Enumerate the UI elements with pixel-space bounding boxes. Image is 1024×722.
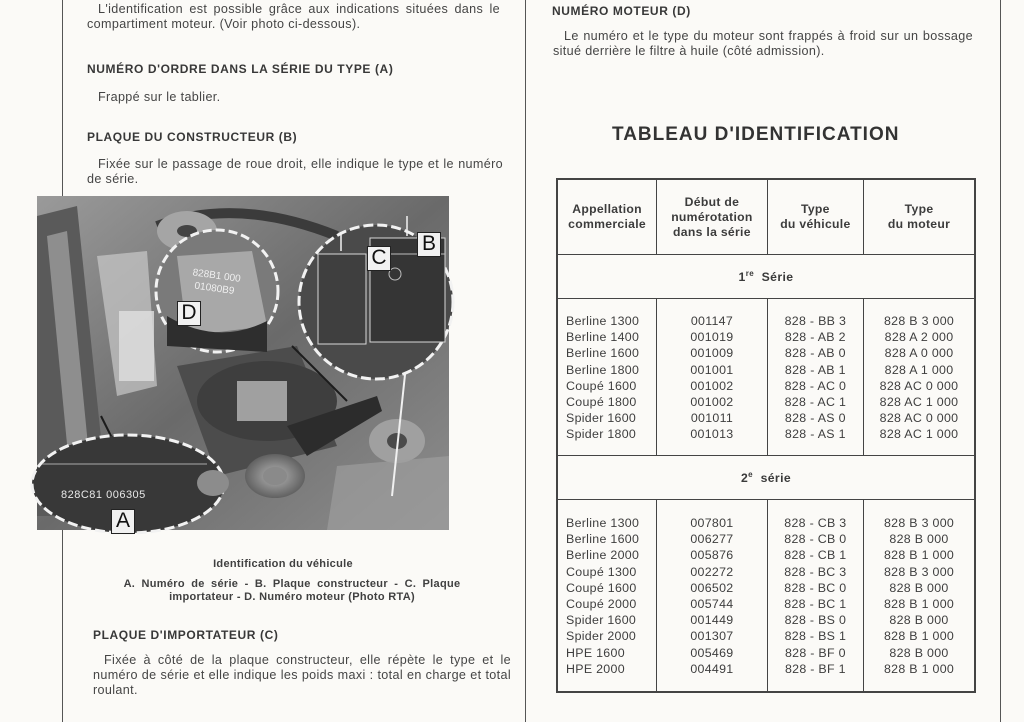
photo-caption-line1: A. Numéro de série - B. Plaque constructeur - C. Plaque — [123, 578, 461, 590]
section-b-text: Fixée sur le passage de roue droit, elle indique le type et le numéro de série. — [87, 157, 503, 186]
table-cell-appellation: Coupé 1600 — [566, 378, 637, 393]
header-appellation: Appellation commerciale — [557, 179, 657, 255]
table-cell-debut: 001011 — [690, 411, 734, 426]
table-cell-appellation: Berline 1600 — [566, 532, 640, 547]
section-b-heading: PLAQUE DU CONSTRUCTEUR (B) — [87, 130, 298, 144]
table-cell-debut: 004491 — [690, 661, 734, 676]
series-2-debut-column — [657, 500, 767, 692]
table-cell-debut: 005744 — [690, 597, 734, 612]
table-cell-type-vehicule: 828 - AB 0 — [784, 346, 846, 361]
stamp-d-line1: 828B1 000 — [191, 267, 242, 285]
photo-label-a: A — [111, 509, 135, 534]
table-cell-appellation: Coupé 1300 — [566, 564, 637, 579]
table-cell-appellation: Berline 1300 — [566, 314, 640, 328]
table-cell-type-moteur: 828 A 1 000 — [884, 362, 954, 377]
right-margin-rule — [1000, 0, 1001, 722]
table-title: TABLEAU D'IDENTIFICATION — [612, 124, 900, 145]
series-1-type-moteur-column — [864, 299, 975, 456]
table-cell-debut: 001001 — [690, 362, 734, 377]
table-cell-type-vehicule: 828 - BS 0 — [784, 613, 847, 628]
section-a-text: Frappé sur le tablier. — [98, 90, 221, 104]
table-cell-debut: 001019 — [690, 330, 734, 345]
section-d-text: Le numéro et le type du moteur sont frappés à froid sur un bossage situé derrière le filtre à huile (côté admission). — [553, 29, 973, 58]
table-cell-type-vehicule: 828 - BC 1 — [784, 597, 847, 612]
table-cell-appellation: Spider 1600 — [566, 411, 637, 426]
table-cell-debut: 002272 — [690, 564, 734, 579]
intro-paragraph: L'identification est possible grâce aux indications situées dans le compartiment moteur. (Voir photo ci-dessous). — [87, 2, 500, 31]
photo-caption-title: Identification du véhicule — [213, 558, 353, 570]
table-cell-type-moteur: 828 AC 0 000 — [879, 411, 959, 426]
table-cell-debut: 001002 — [690, 378, 734, 393]
stamp-a-text: 828C81 006305 — [61, 489, 146, 501]
table-cell-debut: 006277 — [690, 532, 734, 547]
table-cell-type-vehicule: 828 - BC 3 — [784, 564, 847, 579]
table-cell-type-moteur: 828 B 3 000 — [883, 564, 955, 579]
header-debut-numerotation: Début de numérotation dans la série — [657, 179, 767, 255]
section-c-heading: PLAQUE D'IMPORTATEUR (C) — [93, 628, 279, 642]
series-1-data-row — [557, 299, 975, 456]
series-1-appellation-column — [557, 299, 657, 456]
series-2-label: 2e série — [557, 456, 975, 500]
table-cell-appellation: Berline 1300 — [566, 516, 640, 530]
table-cell-debut: 005469 — [690, 645, 734, 660]
table-cell-appellation: Spider 1800 — [566, 427, 637, 442]
section-c-text: Fixée à côté de la plaque constructeur, elle répète le type et le numéro de série et elle indique les poids maxi : total en charge et total roulant. — [93, 653, 511, 697]
identification-table — [556, 178, 976, 693]
table-cell-appellation: Spider 2000 — [566, 629, 637, 644]
photo-label-d: D — [177, 301, 201, 326]
table-cell-debut: 001449 — [690, 613, 734, 628]
series-1-debut-column — [657, 299, 767, 456]
table-cell-type-vehicule: 828 - CB 0 — [784, 532, 847, 547]
table-cell-type-vehicule: 828 - AB 1 — [784, 362, 846, 377]
table-cell-type-moteur: 828 B 1 000 — [883, 548, 955, 563]
series-2-label-row — [557, 456, 975, 500]
table-cell-type-moteur: 828 B 000 — [889, 645, 949, 660]
table-cell-type-vehicule: 828 - BC 0 — [784, 580, 847, 595]
table-cell-type-moteur: 828 AC 1 000 — [879, 427, 959, 442]
table-cell-appellation: Berline 2000 — [566, 548, 640, 563]
engine-bay-photo — [37, 196, 449, 530]
table-cell-debut: 001307 — [690, 629, 734, 644]
table-cell-appellation: Coupé 2000 — [566, 597, 637, 612]
table-cell-type-moteur: 828 B 1 000 — [883, 661, 955, 676]
table-cell-appellation: HPE 2000 — [566, 661, 625, 676]
table-cell-type-moteur: 828 B 3 000 — [883, 314, 955, 328]
table-cell-type-vehicule: 828 - BF 1 — [784, 661, 846, 676]
table-cell-type-moteur: 828 AC 0 000 — [879, 378, 959, 393]
table-cell-type-vehicule: 828 - BS 1 — [784, 629, 847, 644]
table-cell-type-vehicule: 828 - AB 2 — [784, 330, 846, 345]
series-2-type-vehicule-column — [767, 500, 863, 692]
photo-caption-line2: importateur - D. Numéro moteur (Photo RTA) — [169, 591, 415, 603]
table-cell-type-vehicule: 828 - AS 1 — [784, 427, 846, 442]
table-cell-debut: 007801 — [690, 516, 734, 530]
column-divider — [525, 0, 526, 722]
table-cell-appellation: Berline 1800 — [566, 362, 640, 377]
table-cell-type-moteur: 828 B 000 — [889, 580, 949, 595]
table-cell-type-moteur: 828 B 3 000 — [883, 516, 955, 530]
table-cell-debut: 001002 — [690, 395, 734, 410]
photo-label-b: B — [417, 232, 441, 257]
table-cell-appellation: Coupé 1600 — [566, 580, 637, 595]
table-cell-type-vehicule: 828 - AC 0 — [784, 378, 847, 393]
series-2-data-row — [557, 500, 975, 692]
section-a-heading: NUMÉRO D'ORDRE DANS LA SÉRIE DU TYPE (A) — [87, 62, 394, 76]
table-cell-type-vehicule: 828 - AC 1 — [784, 395, 847, 410]
table-cell-type-moteur: 828 A 0 000 — [884, 346, 954, 361]
table-cell-type-vehicule: 828 - BB 3 — [784, 314, 847, 328]
table-cell-type-moteur: 828 B 000 — [889, 613, 949, 628]
table-cell-debut: 005876 — [690, 548, 734, 563]
table-cell-type-moteur: 828 A 2 000 — [884, 330, 954, 345]
stamp-d-line2: 01080B9 — [193, 280, 235, 298]
table-cell-type-moteur: 828 AC 1 000 — [879, 395, 959, 410]
table-cell-type-vehicule: 828 - AS 0 — [784, 411, 846, 426]
table-cell-type-vehicule: 828 - BF 0 — [784, 645, 846, 660]
table-cell-type-vehicule: 828 - CB 1 — [784, 548, 847, 563]
series-1-label-row — [557, 255, 975, 299]
table-cell-debut: 001147 — [690, 314, 734, 328]
series-1-label: 1re Série — [557, 255, 975, 299]
series-2-type-moteur-column — [864, 500, 975, 692]
table-cell-debut: 006502 — [690, 580, 734, 595]
section-d-heading: NUMÉRO MOTEUR (D) — [552, 4, 691, 18]
table-cell-type-vehicule: 828 - CB 3 — [784, 516, 847, 530]
header-type-vehicule: Type du véhicule — [767, 179, 863, 255]
table-header-row — [557, 179, 975, 255]
table-cell-type-moteur: 828 B 1 000 — [883, 597, 955, 612]
table-cell-appellation: HPE 1600 — [566, 645, 625, 660]
photo-label-c: C — [367, 246, 391, 271]
table-cell-type-moteur: 828 B 1 000 — [883, 629, 955, 644]
table-cell-appellation: Spider 1600 — [566, 613, 637, 628]
series-2-appellation-column — [557, 500, 657, 692]
table-cell-debut: 001009 — [690, 346, 734, 361]
table-cell-appellation: Coupé 1800 — [566, 395, 637, 410]
table-cell-appellation: Berline 1600 — [566, 346, 640, 361]
table-cell-appellation: Berline 1400 — [566, 330, 640, 345]
table-cell-debut: 001013 — [690, 427, 734, 442]
header-type-moteur: Type du moteur — [864, 179, 975, 255]
table-cell-type-moteur: 828 B 000 — [889, 532, 949, 547]
series-1-type-vehicule-column — [767, 299, 863, 456]
